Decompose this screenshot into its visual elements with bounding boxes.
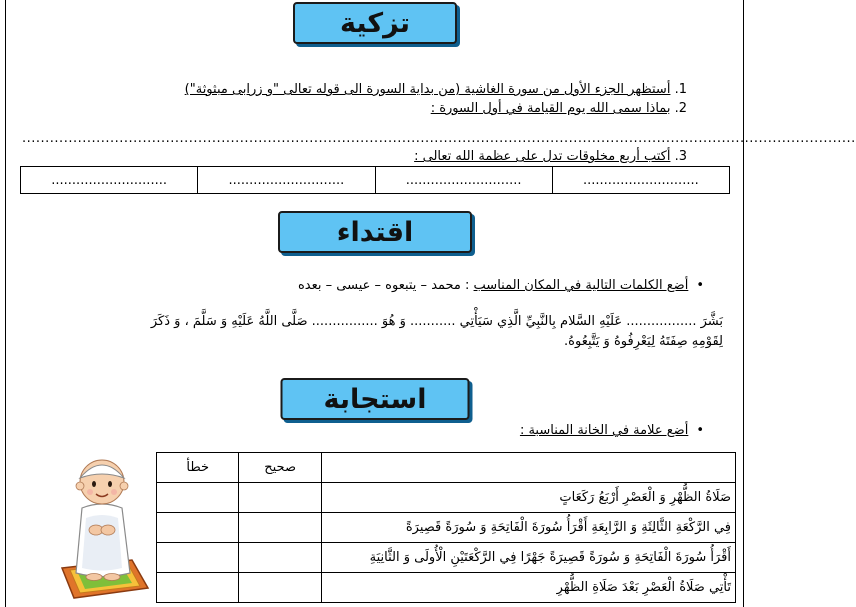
istijaba-instruction (520, 423, 704, 438)
table-row (157, 483, 736, 513)
question-2 (431, 101, 687, 116)
table-row (157, 573, 736, 603)
q1-text: أستظهر الجزء الأول من سورة الغاشية (من بداية السورة الى قوله تعالى "و زرابى مبثوثة") (184, 82, 671, 97)
q3-number: 3. (674, 149, 687, 164)
iqtida-instruction-label: أضع الكلمات التالية في المكان المناسب (473, 278, 689, 293)
correct-header: صحيح (239, 453, 321, 483)
answer-box[interactable]: ............................ (198, 167, 375, 194)
correct-cell[interactable] (239, 483, 321, 513)
wrong-header: خطأ (157, 453, 239, 483)
wrong-cell[interactable] (157, 573, 239, 603)
statement-header (321, 453, 735, 483)
wrong-cell[interactable] (157, 483, 239, 513)
statement: أَقْرَأُ سُورَةَ الْفَاتِحَةِ وَ سُورَةً قَصِيرَةً جَهْرًا فِي الرَّكْعَتَيْنِ الْأُولَى وَ الثَّانِيَةِ (321, 543, 735, 573)
praying-child-illustration (52, 448, 152, 603)
question-1 (185, 82, 687, 97)
wrong-cell[interactable] (157, 543, 239, 573)
word-bank: : محمد – يتبعوه – عيسى – بعده (298, 278, 470, 293)
fill-line-1: بَشَّرَ ................. عَلَيْهِ السَّلام بِالنَّبِيِّ الَّذِي سَيَأْتِي ........... وَ هُوَ ................ صَلَّى اللَّهُ عَلَيْهِ وَ سَلَّمَ ، وَ ذَكَرَ (150, 314, 723, 329)
istijaba-banner: استجابة (281, 378, 470, 420)
statement: صَلَاةُ الظُّهْرِ وَ الْعَصْرِ أَرْبَعُ رَكَعَاتٍ (321, 483, 735, 513)
q3-text: أكتب أربع مخلوقات تدل على عظمة الله تعالى : (414, 149, 671, 164)
answer-boxes (20, 166, 730, 194)
tazkiya-banner: تزكية (293, 2, 457, 44)
question-3 (414, 149, 687, 164)
iqtida-instruction (298, 278, 704, 293)
istijaba-instruction-text: أضع علامة في الخانة المناسبة : (519, 423, 689, 438)
q2-number: 2. (674, 101, 687, 116)
correct-cell[interactable] (239, 573, 321, 603)
q1-number: 1. (674, 82, 687, 97)
table-row (157, 513, 736, 543)
table-row (157, 543, 736, 573)
table-header-row (157, 453, 736, 483)
bullet (688, 278, 704, 293)
true-false-table (156, 452, 736, 603)
wrong-cell[interactable] (157, 513, 239, 543)
bullet (688, 423, 704, 438)
q2-text: بماذا سمى الله يوم القيامة في أول السورة : (430, 101, 671, 116)
correct-cell[interactable] (239, 543, 321, 573)
fill-line-2: لِقَوْمِهِ صِفَتَهُ لِيَعْرِفُوهُ وَ يَتَّبِعُوهُ. (564, 334, 723, 349)
statement: تَأْتِي صَلَاةُ الْعَصْرِ بَعْدَ صَلَاةِ الظُّهْرِ (321, 573, 735, 603)
iqtida-banner: اقتداء (278, 211, 472, 253)
answer-box[interactable]: ............................ (375, 167, 552, 194)
q2-answer-line[interactable]: .................................................................................................................................................................................... (22, 131, 856, 146)
statement: فِي الرَّكْعَةِ الثَّالِثَةِ وَ الرَّابِعَةِ أَقْرَأُ سُورَةَ الْفَاتِحَةِ وَ سُورَةً قَصِيرَةً (321, 513, 735, 543)
answer-box[interactable]: ............................ (552, 167, 729, 194)
answer-box[interactable]: ............................ (21, 167, 198, 194)
correct-cell[interactable] (239, 513, 321, 543)
